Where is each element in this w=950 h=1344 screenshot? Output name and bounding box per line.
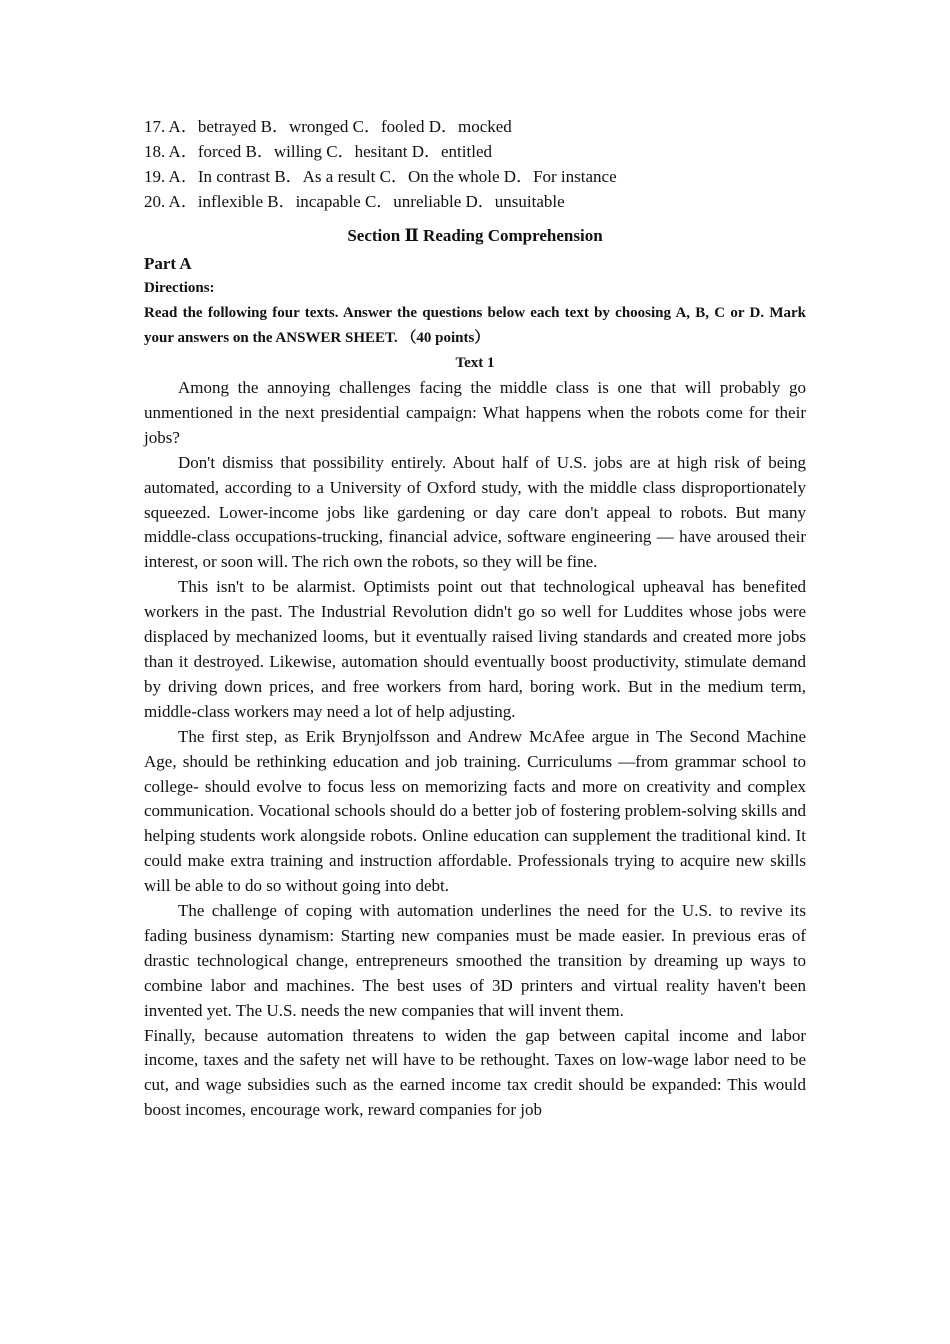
paragraph-2: Don't dismiss that possibility entirely. About half of U.S. jobs are at high risk of being automated, according to a University of Oxford study, with the middle class disproportionately squeezed. Lower-income jobs like gardening or day care don't appeal to robots. But many middle-class occupations-trucking, financial advice, software engineering — have aroused their interest, or soon will. The rich own the robots, so they will be fine.	[144, 452, 806, 572]
directions-label: Directions:	[144, 280, 215, 296]
exam-page	[144, 114, 806, 1123]
text-title: Text 1	[455, 355, 495, 371]
part-title: Part A	[144, 254, 192, 273]
option-line-19: 19. A．In contrast B．As a result C．On the whole D．For instance	[144, 167, 617, 186]
paragraph-3: This isn't to be alarmist. Optimists point out that technological upheaval has benefited workers in the past. The Industrial Revolution didn't go so well for Luddites whose jobs were displaced by mechanized looms, but it eventually raised living standards and created more jobs than it destroyed. Likewise, automation should eventually boost productivity, stimulate demand by driving down prices, and free workers from hard, boring work. But in the medium term, middle-class workers may need a lot of help adjusting.	[144, 577, 806, 721]
option-line-17: 17. A．betrayed B．wronged C．fooled D．mocked	[144, 117, 512, 136]
paragraph-1: Among the annoying challenges facing the middle class is one that will probably go unmentioned in the next presidential campaign: What happens when the robots come for their jobs?	[144, 378, 806, 447]
option-line-20: 20. A．inflexible B．incapable C．unreliable D．unsuitable	[144, 192, 565, 211]
section-title: Section Ⅱ Reading Comprehension	[347, 226, 603, 245]
paragraph-4: The first step, as Erik Brynjolfsson and Andrew McAfee argue in The Second Machine Age, should be rethinking education and job training. Curriculums —from grammar school to college- should evolve to focus less on memorizing facts and more on creativity and complex communication. Vocational schools should do a better job of fostering problem-solving skills and helping students work alongside robots. Online education can supplement the traditional kind. It could make extra training and instruction affordable. Professionals trying to acquire new skills will be able to do so without going into debt.	[144, 726, 806, 896]
directions-text: Read the following four texts. Answer the questions below each text by choosing A, B, C or D. Mark your answers on the ANSWER SHEET. （40 points）	[144, 305, 806, 346]
paragraph-6: Finally, because automation threatens to widen the gap between capital income and labor income, taxes and the safety net will have to be rethought. Taxes on low-wage labor need to be cut, and wage subsidies such as the earned income tax credit should be expanded: This would boost incomes, encourage work, reward companies for job	[144, 1025, 806, 1120]
option-line-18: 18. A．forced B．willing C．hesitant D．entitled	[144, 142, 492, 161]
paragraph-5: The challenge of coping with automation underlines the need for the U.S. to revive its fading business dynamism: Starting new companies must be made easier. In previous eras of drastic technological change, entrepreneurs smoothed the transition by dreaming up ways to combine labor and machines. The best uses of 3D printers and virtual reality haven't been invented yet. The U.S. needs the new companies that will invent them.	[144, 901, 806, 1020]
